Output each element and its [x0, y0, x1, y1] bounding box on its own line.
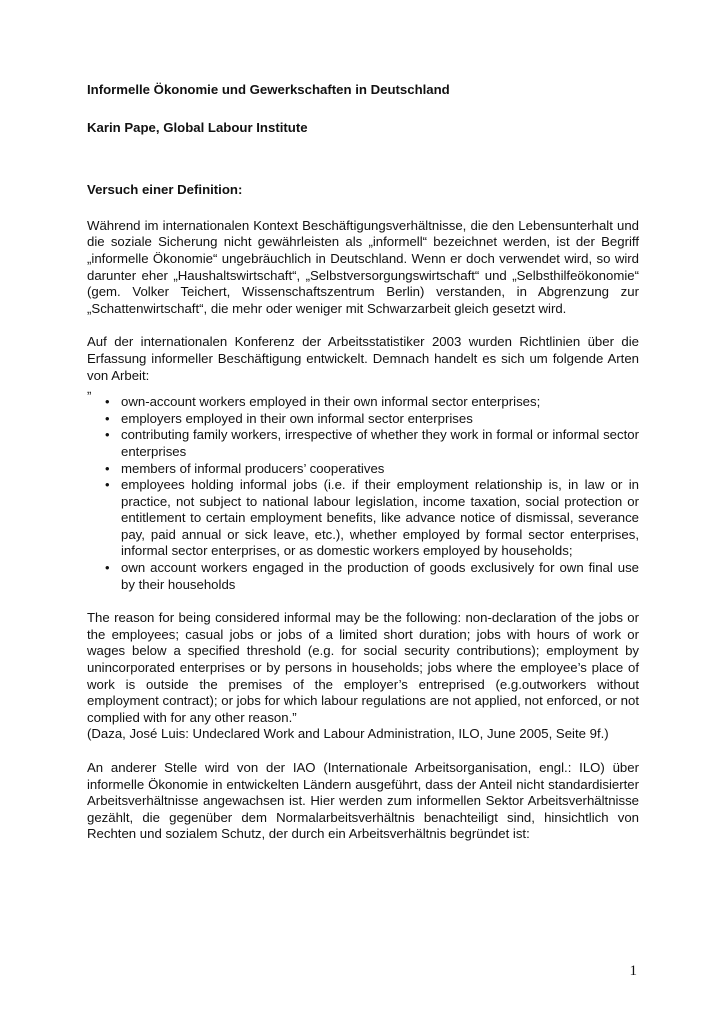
- paragraph-reasons: The reason for being considered informal may be the following: non-declaration of the jobs or the employees; casual jobs or jobs of a limited short duration; jobs with hours of work or wages below a specified threshold (e.g. for social security contributions); employment by unincorporated enterprises or by persons in households; jobs where the employee’s place of work is outside the premises of the employer’s entreprised (e.g.outworkers without employment contract); or jobs for which labour regulations are not applied, not enforced, or not complied with for any other reason.”: [87, 610, 639, 725]
- section-heading: Versuch einer Definition:: [87, 182, 243, 198]
- bullet-icon: •: [105, 394, 110, 410]
- document-title: Informelle Ökonomie und Gewerkschaften in Deutschland: [87, 82, 450, 97]
- list-item: • own-account workers employed in their own informal sector enterprises;: [105, 394, 541, 410]
- opening-quote-mark: „: [87, 381, 92, 397]
- list-item: • employers employed in their own informal sector enterprises: [105, 410, 473, 426]
- document-body: [87, 82, 639, 860]
- document-author: Karin Pape, Global Labour Institute: [87, 119, 308, 135]
- bullet-icon: •: [105, 477, 110, 493]
- list-item: • own account workers engaged in the production of goods exclusively for own final use by their households: [105, 560, 639, 592]
- page-number: 1: [629, 963, 637, 979]
- bullet-list: [87, 394, 639, 593]
- paragraph-conference: Auf der internationalen Konferenz der Arbeitsstatistiker 2003 wurden Richtlinien über die Erfassung informeller Beschäftigung entwickelt. Demnach handelt es sich um folgende Arten von Arbeit:: [87, 334, 639, 383]
- bullet-icon: •: [105, 410, 110, 426]
- bullet-icon: •: [105, 460, 110, 476]
- citation: (Daza, José Luis: Undeclared Work and Labour Administration, ILO, June 2005, Seite 9f.): [87, 726, 609, 742]
- bullet-icon: •: [105, 427, 110, 443]
- list-item: • employees holding informal jobs (i.e. if their employment relationship is, in law or in practice, not subject to national labour legislation, income taxation, social protection or entitlement to certain employment benefits, like advance notice of dismissal, severance pay, paid annual or sick leave, etc.), whether employed by formal sector enterprises, informal sector enterprises, or as domestic workers employed by households;: [105, 477, 639, 559]
- paragraph-ilo: An anderer Stelle wird von der IAO (Internationale Arbeitsorganisation, engl.: ILO) über informelle Ökonomie in entwickelten Ländern ausgeführt, dass der Anteil nicht standardisierter Arbeitsverhältnisse angewachsen ist. Hier werden zum informellen Sektor Arbeitsverhältnisse gezählt, die gegenüber dem Normalarbeitsverhältnis benachteiligt sind, hinsichtlich von Rechten und sozialem Schutz, der durch ein Arbeitsverhältnis begründet ist:: [87, 760, 639, 842]
- bullet-icon: •: [105, 560, 110, 576]
- list-item: • members of informal producers’ cooperatives: [105, 460, 385, 476]
- paragraph-intro: Während im internationalen Kontext Beschäftigungsverhältnisse, die den Lebensunterhalt und die soziale Sicherung nicht gewährleisten als „informell“ bezeichnet werden, ist der Begriff „informelle Ökonomie“ ungebräuchlich in Deutschland. Wenn er doch verwendet wird, so wird darunter eher „Haushaltswirtschaft“, „Selbstversorgungswirtschaft“ und „Selbsthilfeökonomie“ (gem. Volker Teichert, Wissenschaftszentrum Berlin) verstanden, in Abgrenzung zur „Schattenwirtschaft“, die mehr oder weniger mit Schwarzarbeit gleich gesetzt wird.: [87, 217, 639, 316]
- list-item: • contributing family workers, irrespective of whether they work in formal or informal sector enterprises: [105, 427, 639, 459]
